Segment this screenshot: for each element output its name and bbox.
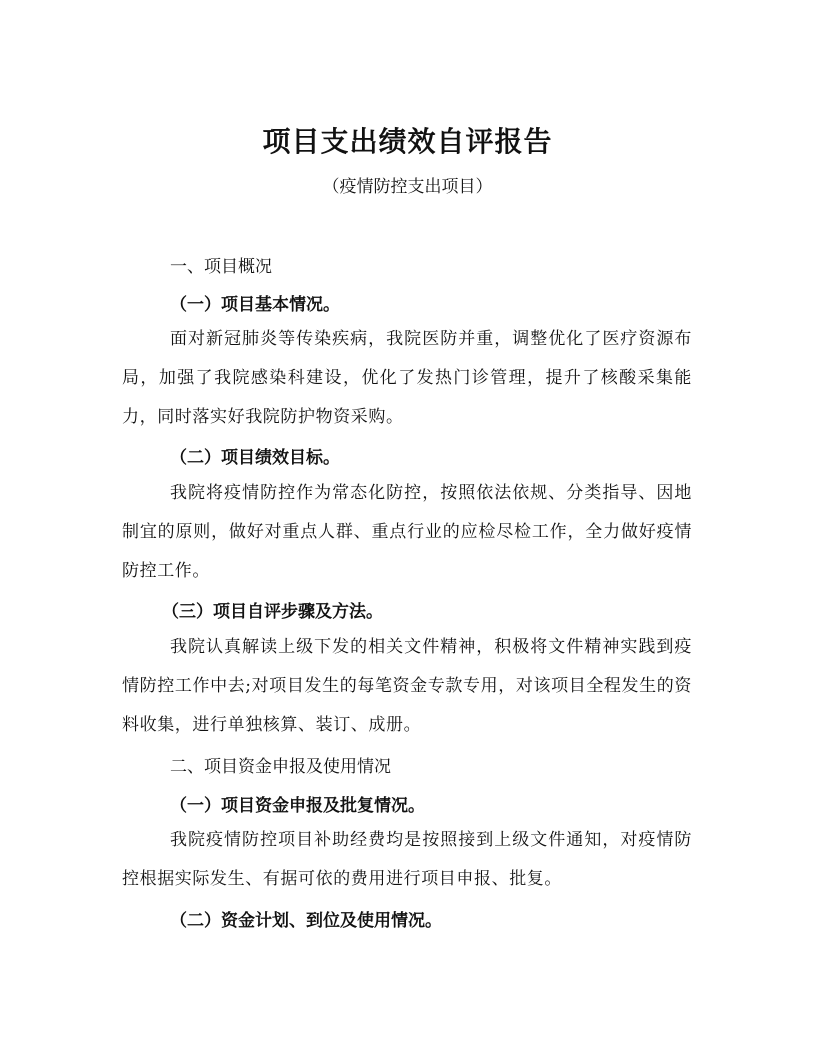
paragraph-funding-application: 我院疫情防控项目补助经费均是按照接到上级文件通知，对疫情防控根据实际发生、有据可依的费用进行项目申报、批复。 — [122, 830, 692, 889]
subsection-heading-evaluation-method: （三）项目自评步骤及方法。 — [162, 602, 383, 622]
document-title: 项目支出绩效自评报告 — [262, 125, 553, 158]
section-heading-funding: 二、项目资金申报及使用情况 — [170, 757, 391, 777]
paragraph-evaluation-method: 我院认真解读上级下发的相关文件精神，积极将文件精神实践到疫情防控工作中去;对项目发生的每笔资金专款专用，对该项目全程发生的资料收集，进行单独核算、装订、成册。 — [122, 637, 692, 735]
subsection-heading-performance-goals: （二）项目绩效目标。 — [170, 448, 340, 468]
document-subtitle: （疫情防控支出项目） — [322, 177, 493, 197]
paragraph-performance-goals: 我院将疫情防控作为常态化防控，按照依法依规、分类指导、因地制宜的原则，做好对重点人群、重点行业的应检尽检工作，全力做好疫情防控工作。 — [122, 483, 692, 581]
paragraph-basic-info: 面对新冠肺炎等传染疾病，我院医防并重，调整优化了医疗资源布局，加强了我院感染科建设，优化了发热门诊管理，提升了核酸采集能力，同时落实好我院防护物资采购。 — [122, 329, 692, 427]
section-heading-overview: 一、项目概况 — [170, 257, 272, 277]
subsection-heading-basic-info: （一）项目基本情况。 — [170, 295, 340, 315]
subsection-heading-funding-application: （一）项目资金申报及批复情况。 — [170, 796, 425, 816]
subsection-heading-funding-usage: （二）资金计划、到位及使用情况。 — [170, 911, 442, 931]
